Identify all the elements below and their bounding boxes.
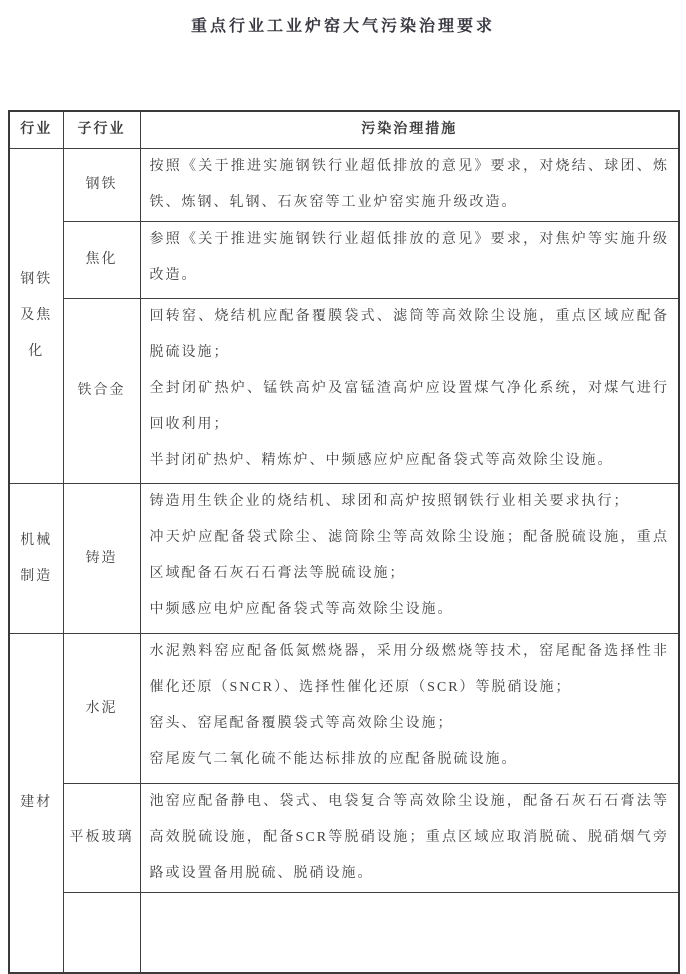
measures-cell (140, 299, 679, 484)
measure-paragraph: 全封闭矿热炉、锰铁高炉及富锰渣高炉应设置煤气净化系统，对煤气进行回收利用； (149, 381, 669, 432)
measure-paragraph: 冲天炉应配备袋式除尘、滤筒除尘等高效除尘设施；配备脱硫设施，重点区域配备石灰石石膏法等脱硫设施； (149, 530, 669, 581)
sub-industry-cell-empty (63, 893, 140, 973)
measures-cell (140, 634, 679, 784)
column-header-measures: 污染治理措施 (140, 111, 679, 149)
sub-industry-cell: 铁合金 (63, 299, 140, 484)
table-row (9, 222, 679, 299)
measure-paragraph: 中频感应电炉应配备袋式等高效除尘设施。 (149, 602, 454, 617)
table-row (9, 149, 679, 222)
table-row (9, 634, 679, 784)
column-header-sub-industry: 子行业 (63, 111, 140, 149)
measure-paragraph: 铸造用生铁企业的烧结机、球团和高炉按照钢铁行业相关要求执行； (149, 494, 630, 509)
measures-cell-empty (140, 893, 679, 973)
measure-paragraph: 窑头、窑尾配备覆膜袋式等高效除尘设施； (149, 716, 454, 731)
sub-industry-cell: 平板玻璃 (63, 784, 140, 893)
table-row (9, 484, 679, 634)
measure-paragraph: 回转窑、烧结机应配备覆膜袋式、滤筒等高效除尘设施，重点区域应配备脱硫设施； (149, 309, 669, 360)
measures-cell (140, 784, 679, 893)
industry-cell: 建材 (9, 634, 63, 973)
measures-cell (140, 484, 679, 634)
column-header-industry: 行业 (9, 111, 63, 149)
measure-paragraph: 窑尾废气二氧化硫不能达标排放的应配备脱硫设施。 (149, 752, 518, 767)
table-row (9, 784, 679, 893)
pollution-requirements-table (8, 110, 680, 974)
measure-paragraph: 参照《关于推进实施钢铁行业超低排放的意见》要求，对焦炉等实施升级改造。 (149, 232, 669, 283)
table-row (9, 299, 679, 484)
industry-cell: 钢铁及焦化 (9, 149, 63, 484)
measure-paragraph: 水泥熟料窑应配备低氮燃烧器，采用分级燃烧等技术，窑尾配备选择性非催化还原（SNCR）、选择性催化还原（SCR）等脱硝设施； (149, 644, 669, 695)
sub-industry-cell: 钢铁 (63, 149, 140, 222)
industry-cell: 机械制造 (9, 484, 63, 634)
sub-industry-cell: 铸造 (63, 484, 140, 634)
table-header-row (9, 111, 679, 149)
measures-cell (140, 222, 679, 299)
measure-paragraph: 按照《关于推进实施钢铁行业超低排放的意见》要求，对烧结、球团、炼铁、炼钢、轧钢、石灰窑等工业炉窑实施升级改造。 (149, 159, 669, 210)
sub-industry-cell: 焦化 (63, 222, 140, 299)
measure-paragraph: 池窑应配备静电、袋式、电袋复合等高效除尘设施，配备石灰石石膏法等高效脱硫设施，配备SCR等脱硝设施；重点区域应取消脱硫、脱硝烟气旁路或设置备用脱硫、脱硝设施。 (149, 794, 669, 881)
measure-paragraph: 半封闭矿热炉、精炼炉、中频感应炉应配备袋式等高效除尘设施。 (149, 453, 614, 468)
sub-industry-cell: 水泥 (63, 634, 140, 784)
page-title: 重点行业工业炉窑大气污染治理要求 (190, 18, 495, 35)
table-partial-row (9, 893, 679, 973)
measures-cell (140, 149, 679, 222)
